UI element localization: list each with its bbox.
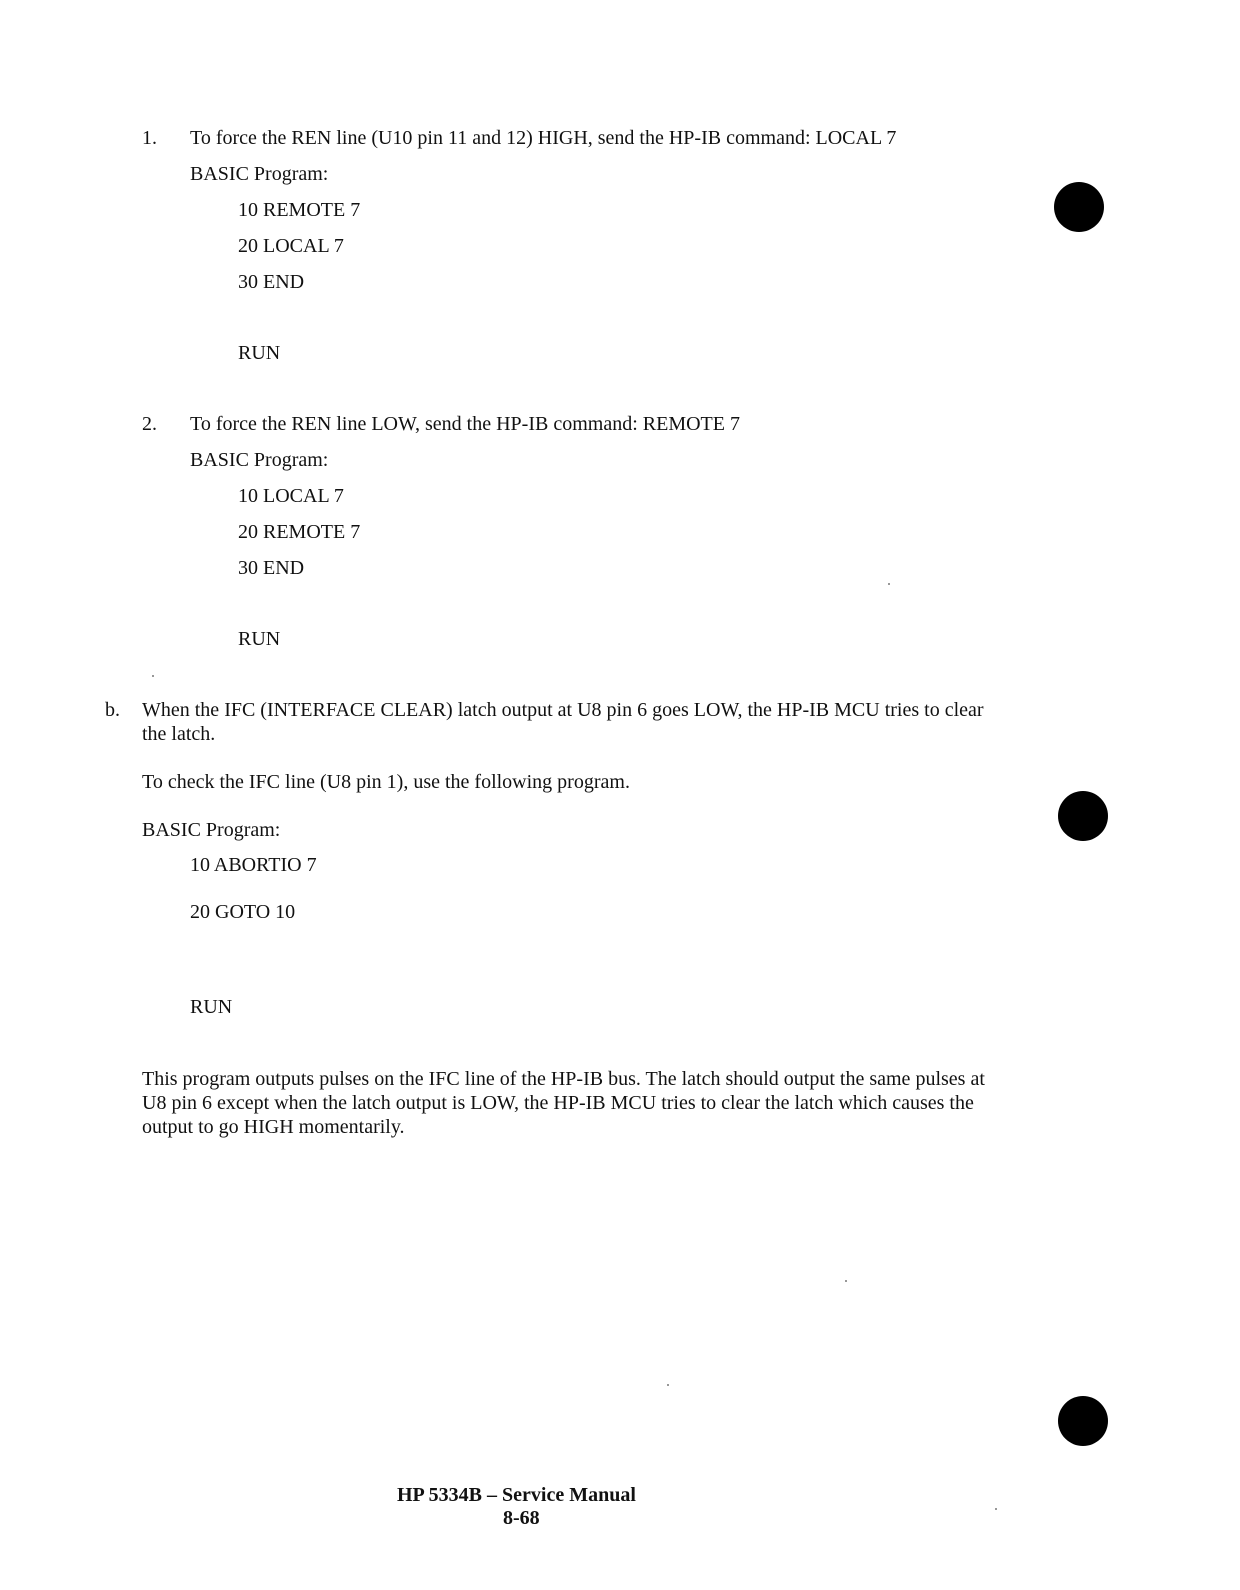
scan-speck [152, 675, 154, 677]
step-2-code-line: 30 END [238, 557, 305, 579]
section-b-code-line: 20 GOTO 10 [190, 901, 296, 923]
section-b-description: This program outputs pulses on the IFC line of the HP-IB bus. The latch should output the same pulses at U8 pin 6 except when the latch output is LOW, the HP-IB MCU tries to clear the latch which causes the output to go HIGH momentarily. [142, 1068, 985, 1138]
binder-hole [1054, 182, 1104, 232]
footer-page-number: 8-68 [503, 1507, 540, 1529]
section-b-run-command: RUN [190, 996, 233, 1018]
step-1-code-line: 30 END [238, 271, 305, 293]
step-1-number: 1. [142, 127, 157, 149]
footer-manual-title: HP 5334B – Service Manual [397, 1484, 636, 1506]
section-b-intro: When the IFC (INTERFACE CLEAR) latch output at U8 pin 6 goes LOW, the HP-IB MCU tries to clear the latch. [142, 699, 984, 745]
step-1-run-command: RUN [238, 342, 281, 364]
step-2-number: 2. [142, 413, 157, 435]
scan-speck [667, 1384, 669, 1386]
section-b-check-text: To check the IFC line (U8 pin 1), use the following program. [142, 771, 630, 793]
step-2-code-line: 20 REMOTE 7 [238, 521, 361, 543]
step-1-instruction: To force the REN line (U10 pin 11 and 12) HIGH, send the HP-IB command: LOCAL 7 [190, 127, 897, 149]
section-b-program-label: BASIC Program: [142, 819, 281, 841]
step-2-program-label: BASIC Program: [190, 449, 329, 471]
step-1-code-line: 20 LOCAL 7 [238, 235, 344, 257]
binder-hole [1058, 1396, 1108, 1446]
scan-speck [888, 583, 890, 585]
step-1-program-label: BASIC Program: [190, 163, 329, 185]
step-2-instruction: To force the REN line LOW, send the HP-IB command: REMOTE 7 [190, 413, 740, 435]
section-b-code-line: 10 ABORTIO 7 [190, 854, 317, 876]
step-2-run-command: RUN [238, 628, 281, 650]
scan-speck [845, 1280, 847, 1282]
section-b-letter: b. [105, 699, 120, 721]
scan-speck [995, 1508, 997, 1510]
binder-hole [1058, 791, 1108, 841]
step-1-code-line: 10 REMOTE 7 [238, 199, 361, 221]
step-2-code-line: 10 LOCAL 7 [238, 485, 344, 507]
